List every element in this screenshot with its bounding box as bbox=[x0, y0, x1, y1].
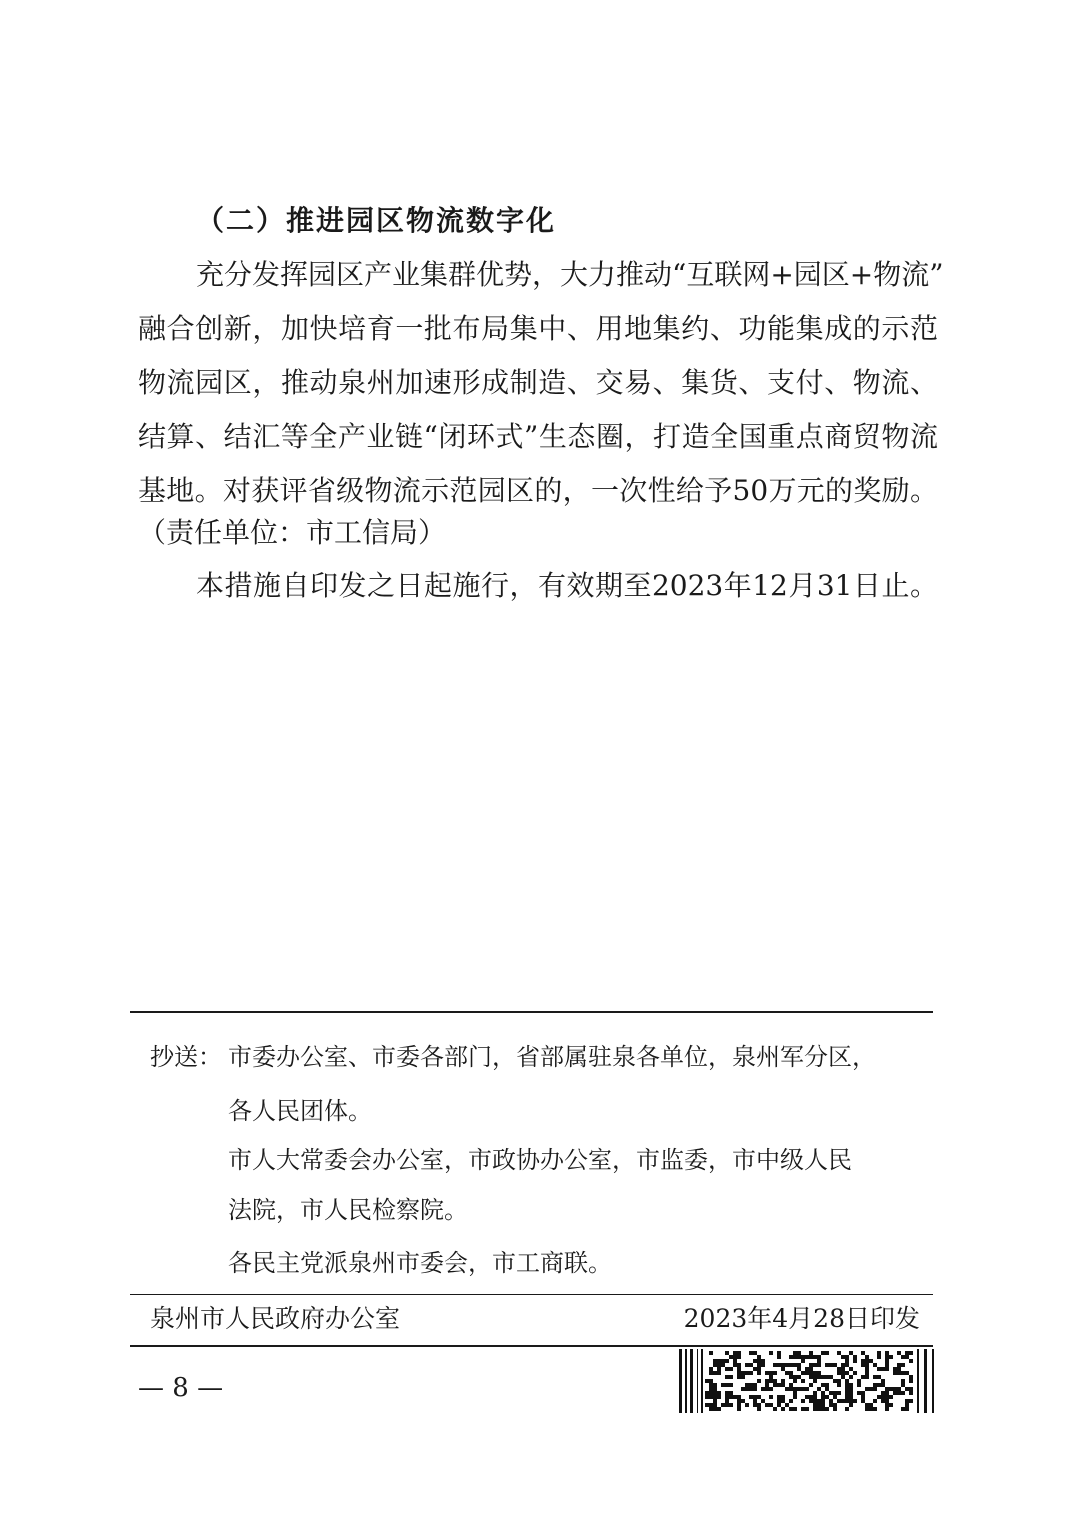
divider-bottom-thick bbox=[130, 1345, 933, 1347]
cc-line: 各民主党派泉州市委会，市工商联。 bbox=[228, 1249, 612, 1277]
page-number: — 8 — bbox=[138, 1373, 224, 1403]
paragraph-line: 基地。对获评省级物流示范园区的，一次性给予50万元的奖励。 bbox=[138, 474, 938, 507]
cc-line: 各人民团体。 bbox=[228, 1097, 372, 1125]
divider-top-thick bbox=[130, 1011, 933, 1013]
cc-line: 法院，市人民检察院。 bbox=[228, 1196, 468, 1224]
issuer-name: 泉州市人民政府办公室 bbox=[150, 1304, 401, 1333]
paragraph-line: 物流园区，推动泉州加速形成制造、交易、集货、支付、物流、 bbox=[138, 366, 938, 399]
print-date: 2023年4月28日印发 bbox=[683, 1304, 920, 1333]
cc-line: 市委办公室、市委各部门，省部属驻泉各单位，泉州军分区， bbox=[228, 1043, 876, 1071]
closing-paragraph: 本措施自印发之日起施行，有效期至2023年12月31日止。 bbox=[196, 569, 938, 602]
section-heading: （二）推进园区物流数字化 bbox=[196, 204, 557, 237]
divider-middle bbox=[130, 1294, 933, 1295]
cc-label: 抄送： bbox=[150, 1043, 222, 1071]
barcode-icon bbox=[677, 1349, 937, 1413]
cc-line: 市人大常委会办公室，市政协办公室，市监委，市中级人民 bbox=[228, 1146, 852, 1174]
paragraph-line: 融合创新，加快培育一批布局集中、用地集约、功能集成的示范 bbox=[138, 312, 938, 345]
responsible-unit: （责任单位：市工信局） bbox=[138, 516, 447, 549]
paragraph-line: 结算、结汇等全产业链“闭环式”生态圈，打造全国重点商贸物流 bbox=[138, 420, 938, 453]
paragraph-line: 充分发挥园区产业集群优势，大力推动“互联网+园区+物流” bbox=[196, 258, 944, 291]
